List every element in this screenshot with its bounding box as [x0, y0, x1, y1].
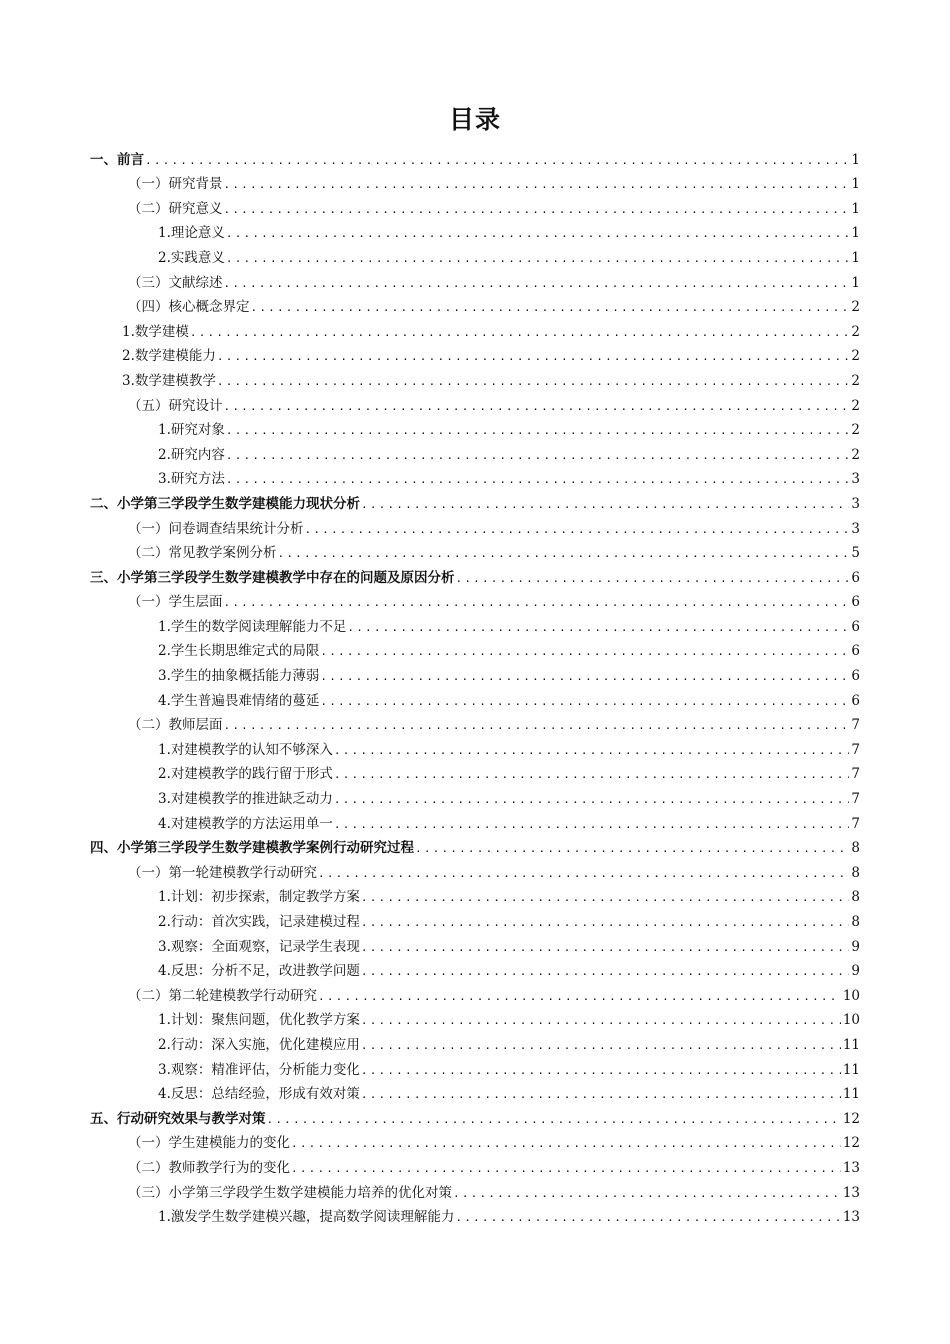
toc-entry-title: 1.数学建模	[122, 323, 189, 340]
toc-entry[interactable]	[90, 390, 860, 415]
toc-entry[interactable]	[90, 365, 860, 390]
toc-entry-page-number: 2	[851, 397, 860, 414]
toc-entry-title: （五）研究设计	[128, 397, 223, 414]
dot-leader	[347, 618, 849, 636]
dot-leader	[224, 397, 850, 415]
toc-entry-page-number: 7	[851, 741, 860, 758]
toc-entry[interactable]	[90, 169, 860, 194]
toc-entry-page-number: 9	[851, 963, 860, 980]
toc-entry-title: （二）教师层面	[128, 717, 223, 734]
toc-entry-page-number: 1	[851, 200, 860, 217]
toc-entry-page-number: 9	[851, 938, 860, 955]
toc-entry-title: 一、前言	[90, 151, 144, 168]
toc-entry-page-number: 2	[851, 422, 860, 439]
dot-leader	[224, 200, 850, 218]
toc-entry-title: 2.行动：深入实施，优化建模应用	[158, 1036, 360, 1053]
toc-entry-title: （二）第二轮建模教学行动研究	[128, 987, 317, 1004]
toc-entry-title: 2.对建模教学的践行留于形式	[158, 766, 333, 783]
dot-leader	[361, 495, 849, 513]
toc-entry-title: （三）小学第三学段学生数学建模能力培养的优化对策	[128, 1184, 452, 1201]
toc-entry-page-number: 2	[851, 323, 860, 340]
dot-leader	[334, 741, 850, 759]
toc-entry[interactable]	[90, 218, 860, 243]
toc-entry[interactable]	[90, 267, 860, 292]
toc-entry-page-number: 10	[842, 1012, 860, 1029]
dot-leader	[456, 569, 850, 587]
dot-leader	[334, 815, 850, 833]
toc-entry-page-number: 1	[851, 274, 860, 291]
toc-entry-title: 4.反思：分析不足，改进教学问题	[158, 963, 360, 980]
toc-entry-page-number: 8	[851, 864, 860, 881]
toc-entry[interactable]	[90, 980, 860, 1005]
toc-entry-title: 2.学生长期思维定式的局限	[158, 643, 320, 660]
toc-entry-page-number: 1	[851, 151, 860, 168]
toc-entry[interactable]	[90, 193, 860, 218]
toc-entry-page-number: 8	[851, 889, 860, 906]
dot-leader	[361, 1011, 841, 1029]
toc-entry-title: 4.反思：总结经验，形成有效对策	[158, 1086, 360, 1103]
dot-leader	[226, 249, 850, 267]
toc-entry-title: （二）常见教学案例分析	[128, 545, 277, 562]
toc-entry-page-number: 7	[851, 717, 860, 734]
toc-entry[interactable]	[90, 956, 860, 981]
toc-entry-title: （一）学生建模能力的变化	[128, 1135, 290, 1152]
toc-entry[interactable]	[90, 783, 860, 808]
toc-entry-title: 3.数学建模教学	[122, 372, 216, 389]
toc-entry-title: 二、小学第三学段学生数学建模能力现状分析	[90, 495, 360, 512]
toc-entry[interactable]	[90, 488, 860, 513]
toc-entry[interactable]	[90, 587, 860, 612]
toc-entry-page-number: 1	[851, 249, 860, 266]
toc-entry-page-number: 13	[842, 1209, 860, 1226]
toc-entry-page-number: 12	[842, 1110, 860, 1127]
toc-entry[interactable]	[90, 292, 860, 317]
toc-entry-title: 4.学生普遍畏难情绪的蔓延	[158, 692, 320, 709]
toc-entry-title: （三）文献综述	[128, 274, 223, 291]
toc-entry-page-number: 2	[851, 446, 860, 463]
dot-leader	[361, 962, 850, 980]
toc-entry-page-number: 8	[851, 840, 860, 857]
toc-entry[interactable]	[90, 611, 860, 636]
toc-entry-title: 3.学生的抽象概括能力薄弱	[158, 668, 320, 685]
toc-entry[interactable]	[90, 464, 860, 489]
toc-entry[interactable]	[90, 931, 860, 956]
toc-entry-page-number: 5	[851, 545, 860, 562]
toc-entry[interactable]	[90, 415, 860, 440]
toc-entry-title: 1.计划：初步探索，制定教学方案	[158, 889, 360, 906]
toc-entry-title: （二）研究意义	[128, 200, 223, 217]
dot-leader	[361, 913, 850, 931]
toc-entry-page-number: 2	[851, 299, 860, 316]
toc-entry-page-number: 11	[842, 1036, 860, 1053]
dot-leader	[145, 151, 849, 169]
dot-leader	[361, 1036, 841, 1054]
dot-leader	[453, 1184, 841, 1202]
toc-entry[interactable]	[90, 660, 860, 685]
dot-leader	[455, 1208, 840, 1226]
dot-leader	[217, 347, 850, 365]
toc-entry-page-number: 1	[851, 176, 860, 193]
dot-leader	[334, 765, 850, 783]
toc-entry-page-number: 3	[851, 495, 860, 512]
dot-leader	[224, 716, 850, 734]
dot-leader	[361, 938, 850, 956]
toc-entry[interactable]	[90, 316, 860, 341]
toc-entry[interactable]	[90, 759, 860, 784]
dot-leader	[224, 274, 850, 292]
toc-entry[interactable]	[90, 439, 860, 464]
toc-entry-title: 3.观察：精准评估，分析能力变化	[158, 1061, 360, 1078]
toc-entry-page-number: 6	[851, 668, 860, 685]
toc-entry-title: 2.行动：首次实践，记录建模过程	[158, 914, 360, 930]
dot-leader	[291, 1159, 841, 1177]
dot-leader	[318, 987, 841, 1005]
toc-entry-page-number: 7	[851, 815, 860, 832]
toc-entry[interactable]	[90, 710, 860, 735]
dot-leader	[361, 888, 850, 906]
toc-entry[interactable]	[90, 685, 860, 710]
toc-entry-title: 1.学生的数学阅读理解能力不足	[158, 618, 347, 635]
dot-leader	[278, 544, 850, 562]
dot-leader	[318, 864, 849, 882]
dot-leader	[217, 372, 850, 390]
toc-entry-page-number: 1	[851, 225, 860, 242]
toc-entry-title: 2.实践意义	[158, 249, 225, 266]
toc-entry-page-number: 7	[851, 791, 860, 808]
dot-leader	[224, 593, 850, 611]
dot-leader	[305, 520, 850, 538]
toc-entry-title: （四）核心概念界定	[128, 299, 250, 316]
toc-entry-title: （一）问卷调查结果统计分析	[128, 520, 304, 537]
toc-entry-page-number: 6	[851, 594, 860, 611]
toc-entry-title: 1.对建模教学的认知不够深入	[158, 741, 333, 758]
toc-entry-page-number: 8	[851, 914, 860, 930]
toc-entry[interactable]	[90, 1128, 860, 1153]
dot-leader	[361, 1061, 841, 1079]
toc-entry-title: 4.对建模教学的方法运用单一	[158, 815, 333, 832]
toc-entry[interactable]	[90, 1202, 860, 1227]
toc-entry-title: 五、行动研究效果与教学对策	[90, 1110, 266, 1127]
toc-entry-page-number: 3	[851, 471, 860, 488]
dot-leader	[320, 692, 849, 710]
toc-entry[interactable]	[90, 1103, 860, 1128]
dot-leader	[226, 421, 850, 439]
toc-entry-page-number: 6	[851, 569, 860, 586]
toc-entry[interactable]	[90, 1079, 860, 1104]
toc-entry-page-number: 6	[851, 692, 860, 709]
dot-leader	[224, 175, 850, 193]
dot-leader	[226, 224, 850, 242]
toc-entry-title: 三、小学第三学段学生数学建模教学中存在的问题及原因分析	[90, 569, 455, 586]
toc-entry-title: 3.研究方法	[158, 471, 225, 488]
toc-entry[interactable]	[90, 1054, 860, 1079]
toc-entry[interactable]	[90, 906, 860, 931]
toc-entry[interactable]	[90, 636, 860, 661]
toc-entry[interactable]	[90, 734, 860, 759]
dot-leader	[267, 1110, 841, 1128]
toc-entry-title: 1.激发学生数学建模兴趣，提高数学阅读理解能力	[158, 1209, 455, 1226]
toc-entry-page-number: 6	[851, 618, 860, 635]
dot-leader	[251, 298, 850, 316]
toc-entry[interactable]	[90, 242, 860, 267]
toc-entry[interactable]	[90, 144, 860, 169]
dot-leader	[226, 446, 850, 464]
toc-entry-title: （一）研究背景	[128, 176, 223, 193]
toc-entry-title: 3.观察：全面观察，记录学生表现	[158, 938, 360, 955]
dot-leader	[226, 470, 850, 488]
toc-entry-title: 3.对建模教学的推进缺乏动力	[158, 791, 333, 808]
toc-entry[interactable]	[90, 833, 860, 858]
dot-leader	[320, 642, 849, 660]
toc-entry[interactable]	[90, 1005, 860, 1030]
toc-entry-title: 四、小学第三学段学生数学建模教学案例行动研究过程	[90, 840, 414, 857]
toc-entry-title: 2.数学建模能力	[122, 348, 216, 365]
table-of-contents	[90, 144, 860, 1226]
toc-entry-title: （一）第一轮建模教学行动研究	[128, 864, 317, 881]
dot-leader	[334, 790, 850, 808]
toc-entry[interactable]	[90, 341, 860, 366]
toc-entry-page-number: 11	[842, 1086, 860, 1103]
toc-entry[interactable]	[90, 513, 860, 538]
toc-entry-title: 1.理论意义	[158, 225, 225, 242]
dot-leader	[361, 1085, 841, 1103]
toc-entry-page-number: 2	[851, 348, 860, 365]
toc-entry-title: （二）教师教学行为的变化	[128, 1159, 290, 1176]
dot-leader	[320, 667, 849, 685]
toc-entry[interactable]	[90, 1177, 860, 1202]
toc-entry[interactable]	[90, 808, 860, 833]
dot-leader	[291, 1134, 841, 1152]
page-title: 目录	[448, 105, 501, 134]
dot-leader	[190, 323, 850, 341]
toc-entry-title: 1.研究对象	[158, 422, 225, 439]
toc-entry-page-number: 10	[842, 987, 860, 1004]
toc-entry-page-number: 12	[842, 1135, 860, 1152]
dot-leader	[415, 839, 849, 857]
toc-entry-page-number: 6	[851, 643, 860, 660]
toc-entry[interactable]	[90, 882, 860, 907]
toc-entry-title: （一）学生层面	[128, 594, 223, 611]
toc-entry-title: 1.计划：聚焦问题，优化教学方案	[158, 1012, 360, 1029]
toc-entry-page-number: 11	[842, 1061, 860, 1078]
toc-entry-page-number: 2	[851, 372, 860, 389]
toc-entry-page-number: 3	[851, 520, 860, 537]
toc-entry[interactable]	[90, 857, 860, 882]
toc-entry[interactable]	[90, 1029, 860, 1054]
toc-entry[interactable]	[90, 562, 860, 587]
toc-entry[interactable]	[90, 1152, 860, 1177]
toc-entry-page-number: 13	[842, 1159, 860, 1176]
toc-entry-title: 2.研究内容	[158, 446, 225, 463]
toc-entry[interactable]	[90, 538, 860, 563]
toc-entry-page-number: 7	[851, 766, 860, 783]
toc-entry-page-number: 13	[842, 1184, 860, 1201]
